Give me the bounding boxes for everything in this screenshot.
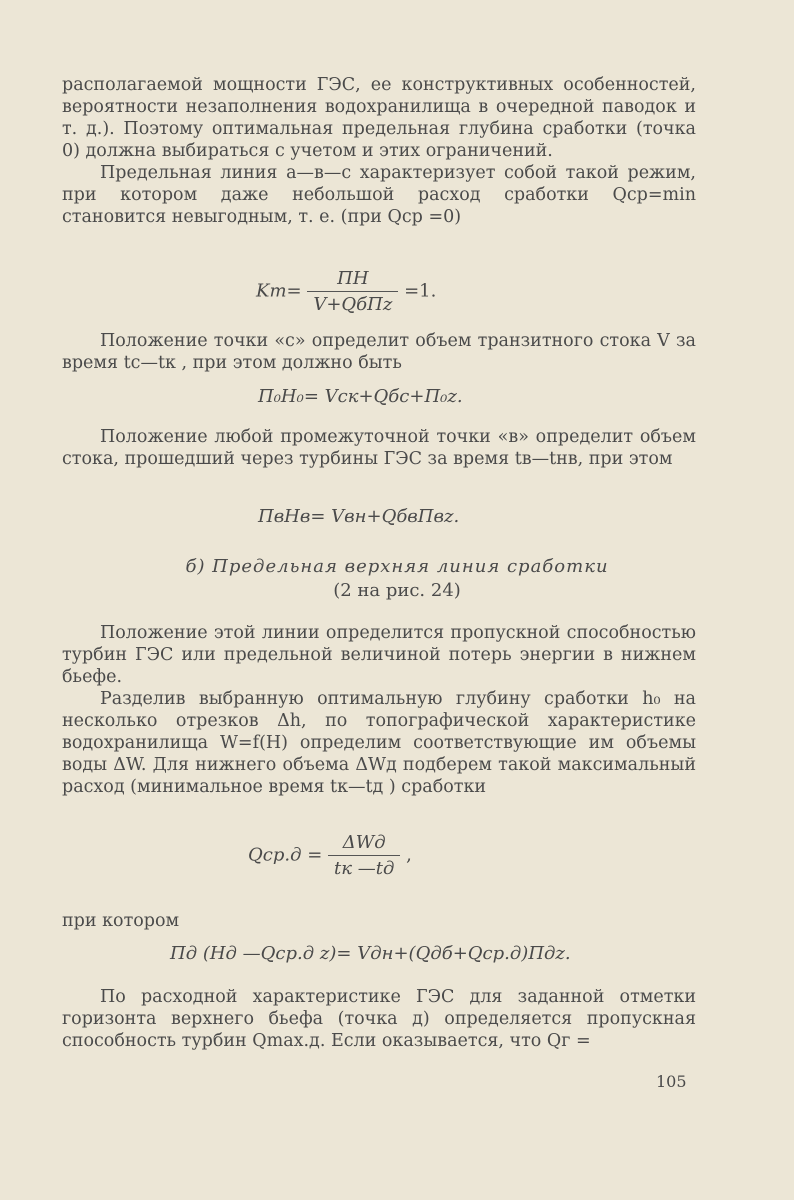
paragraph-5: Положение этой линии определится пропускной способностью турбин ГЭС или предельной величиной потерь энергии в нижнем бьефе. xyxy=(62,623,696,687)
formula-q-numerator: ΔWд xyxy=(328,832,400,856)
formula-kt-denominator: V+QбПz xyxy=(313,294,393,315)
text-block-5 xyxy=(62,910,696,932)
formula-q-lhs: Qср.д = xyxy=(248,844,323,866)
page-number: 105 xyxy=(656,1072,687,1091)
formula-2 xyxy=(258,386,463,407)
formula-5-text: Пд (Нд —Qср.д z)= Vдн+(Qдб+Qср.д)Пдz. xyxy=(170,943,571,964)
text-block-4 xyxy=(62,622,696,798)
formula-3 xyxy=(258,506,459,527)
formula-q-denominator: tк —tд xyxy=(334,858,395,879)
paragraph-8: По расходной характеристике ГЭС для заданной отметки горизонта верхнего бьефа (точка д) определяется пропускная способность турбин Qmax.д. Если оказывается, что Qг = xyxy=(62,987,696,1051)
section-subtitle: (2 на рис. 24) xyxy=(333,580,461,601)
section-heading xyxy=(0,555,794,603)
text-block-2 xyxy=(62,330,696,374)
section-title: б) Предельная верхняя линия сработки xyxy=(185,556,609,577)
formula-kt-lhs: Kт= xyxy=(256,280,302,302)
paragraph-4: Положение любой промежуточной точки «в» определит объем стока, прошедший через турбины ГЭС за время tв—tнв, при этом xyxy=(62,427,696,469)
formula-q-rhs: , xyxy=(406,844,412,866)
formula-5 xyxy=(170,943,571,964)
formula-kt-fraction xyxy=(307,268,398,315)
formula-q xyxy=(248,832,412,879)
paragraph-3: Положение точки «с» определит объем транзитного стока V за время tс—tк , при этом должно быть xyxy=(62,331,696,373)
paragraph-2: Предельная линия а—в—с характеризует собой такой режим, при котором даже небольшой расход сработки Qср=min становится невыгодным, т. е. (при Qср =0) xyxy=(62,163,696,227)
paragraph-6: Разделив выбранную оптимальную глубину сработки h₀ на несколько отрезков Δh, по топографической характеристике водохранилища W=f(H) определим соответствующие им объемы воды ΔW. Для нижнего объема ΔWд подберем такой максимальный расход (минимальное время tк—tд ) сработки xyxy=(62,689,696,797)
paragraph-1: располагаемой мощности ГЭС, ее конструктивных особенностей, вероятности незаполнения водохранилища в очередной паводок и т. д.). Поэтому оптимальная предельная глубина сработки (точка 0) должна выбираться с учетом и этих ограничений. xyxy=(62,75,696,161)
text-block-6 xyxy=(62,986,696,1052)
text-block-top xyxy=(62,74,696,228)
formula-kt-numerator: ПН xyxy=(307,268,398,292)
formula-kt xyxy=(256,268,436,315)
paragraph-7: при котором xyxy=(62,911,180,931)
text-block-3 xyxy=(62,426,696,470)
formula-q-fraction xyxy=(328,832,400,879)
formula-2-text: П₀Н₀= Vск+Qбс+П₀z. xyxy=(258,386,463,407)
formula-3-text: ПвНв= Vвн+QбвПвz. xyxy=(258,506,460,527)
formula-kt-rhs: =1. xyxy=(404,280,437,302)
